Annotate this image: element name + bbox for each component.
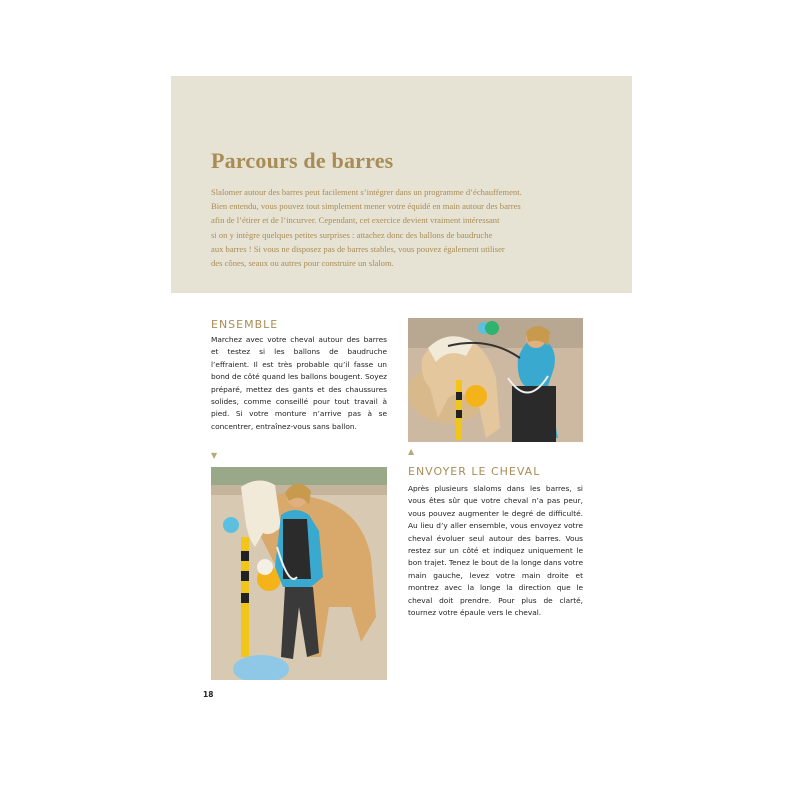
photo-horse-leading (211, 467, 387, 680)
intro-line: aux barres ! Si vous ne disposez pas de barres stables, vous pouvez également utiliser (211, 243, 505, 254)
intro-line: si on y intègre quelques petites surprises : attachez donc des ballons de baudruche (211, 229, 493, 240)
intro-line: Slalomer autour des barres peut facilement s’intégrer dans un programme d’échauffement. (211, 187, 522, 197)
arrow-down-icon: ▼ (211, 451, 218, 460)
intro-line: des cônes, seaux ou autres pour construire un slalom. (211, 258, 394, 269)
arrow-up-icon: ▲ (408, 447, 415, 456)
photo-horse-sending (408, 318, 583, 442)
page-title: Parcours de barres (211, 148, 394, 173)
page-number: 18 (203, 690, 214, 699)
section-title-envoyer: ENVOYER LE CHEVAL (408, 465, 541, 478)
intro-line: afin de l’étirer et de l’incurver. Cependant, cet exercice devient vraiment intéressant (211, 215, 500, 226)
intro-line: Bien entendu, vous pouvez tout simplement mener votre équidé en main autour des barres (211, 201, 521, 212)
section-text-envoyer: Après plusieurs slaloms dans les barres, si vous êtes sûr que votre cheval n’a pas peur, vous pouvez augmenter le degré de difficulté. Au lieu d’y aller ensemble, vous envoyez votre cheval évoluer seul autour des barres. Vous restez sur un côté et indiquez uniquement le bon trajet. Tenez le bout de la longe dans votre main gauche, levez votre main droite et montrez avec la longe la direction que le cheval doit prendre. Pour plus de clarté, tournez votre épaule vers le cheval. (408, 484, 583, 618)
section-text-ensemble: Marchez avec votre cheval autour des barres et testez si les ballons de baudruche l’effraient. Il est très probable qu’il fasse un bond de côté quand les ballons bougent. Soyez préparé, mettez des gants et des chaussures solides, comme conseillé pour tout travail à pied. Si votre monture n’arrive pas à se concentrer, entraînez-vous sans ballon. (211, 335, 387, 431)
header-box (171, 76, 632, 293)
section-title-ensemble: ENSEMBLE (211, 318, 279, 331)
intro-paragraph (211, 185, 611, 270)
